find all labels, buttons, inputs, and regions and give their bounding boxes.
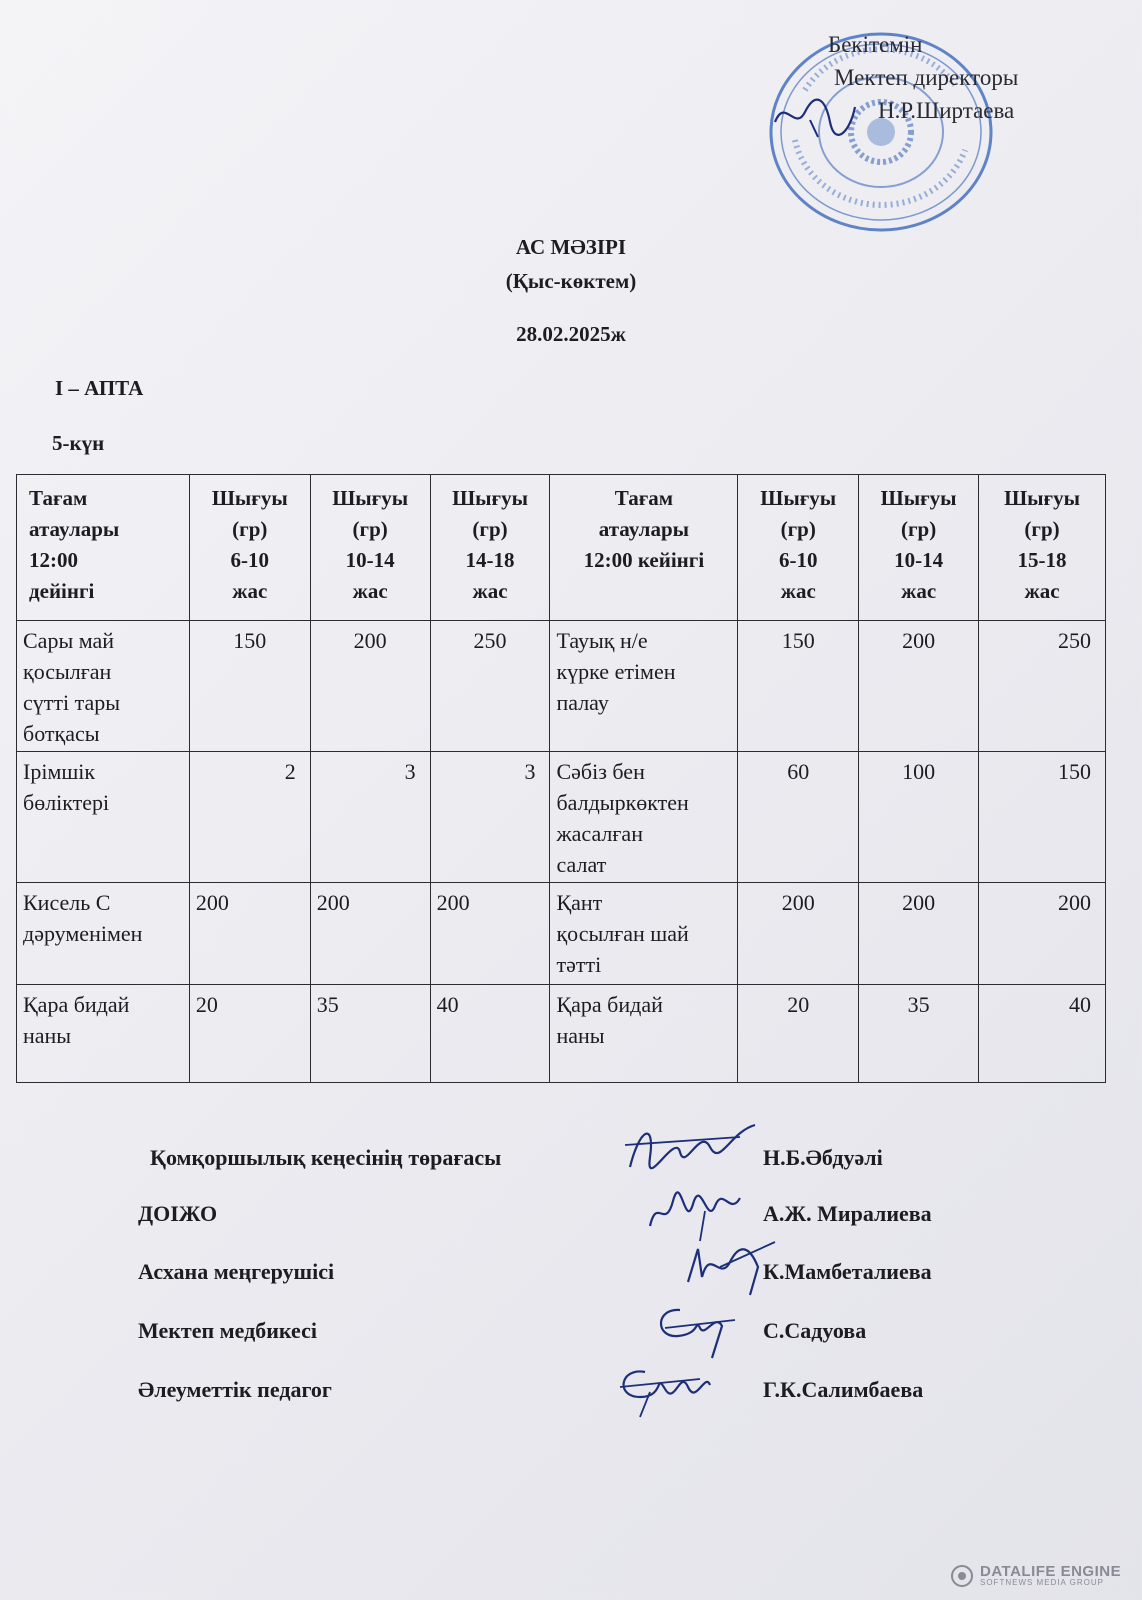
header-yield-14-18: Шығуы (гр) 14-18 жас xyxy=(430,475,550,621)
header-yield-6-10-pm: Шығуы (гр) 6-10 жас xyxy=(738,475,859,621)
handwritten-signature xyxy=(620,1117,760,1179)
director-signature-mark xyxy=(770,92,860,142)
yield-cell: 150 xyxy=(979,752,1106,883)
signature-role: ДОІЖО xyxy=(138,1201,218,1226)
table-header-row xyxy=(17,475,1106,621)
header-yield-15-18-pm: Шығуы (гр) 15-18 жас xyxy=(979,475,1106,621)
yield-cell: 2 xyxy=(189,752,310,883)
yield-cell: 20 xyxy=(738,985,859,1083)
table-row xyxy=(17,985,1106,1083)
yield-cell: 250 xyxy=(430,621,550,752)
yield-cell: 100 xyxy=(859,752,979,883)
dish-name: Сары май қосылған сүтті тары ботқасы xyxy=(17,621,190,752)
table-row xyxy=(17,621,1106,752)
dish-name: Сәбіз бен балдыркөктен жасалған салат xyxy=(550,752,738,883)
approval-line-2: Мектеп директоры xyxy=(834,65,1019,90)
approval-line-1: Бекітемін xyxy=(828,32,923,57)
handwritten-signature xyxy=(650,1298,750,1362)
yield-cell: 200 xyxy=(738,883,859,985)
dish-name: Тауық н/е күрке етімен палау xyxy=(550,621,738,752)
menu-table xyxy=(16,474,1106,1083)
dish-name: Кисель С дәруменімен xyxy=(17,883,190,985)
signatory-name: К.Мамбеталиева xyxy=(763,1259,932,1284)
yield-cell: 150 xyxy=(189,621,310,752)
director-name: Н.Р.Ширтаева xyxy=(878,98,1015,123)
yield-cell: 200 xyxy=(859,883,979,985)
yield-cell: 200 xyxy=(310,883,430,985)
yield-cell: 200 xyxy=(189,883,310,985)
signatory-name: Г.К.Салимбаева xyxy=(763,1377,924,1402)
signature-role: Асхана меңгерушісі xyxy=(138,1259,335,1284)
day-label: 5-күн xyxy=(52,431,105,455)
yield-cell: 40 xyxy=(430,985,550,1083)
yield-cell: 35 xyxy=(859,985,979,1083)
yield-cell: 3 xyxy=(310,752,430,883)
signatory-name: Н.Б.Әбдуәлі xyxy=(763,1145,883,1170)
table-row xyxy=(17,883,1106,985)
signatory-name: А.Ж. Миралиева xyxy=(763,1201,932,1226)
yield-cell: 35 xyxy=(310,985,430,1083)
menu-date: 28.02.2025ж xyxy=(516,322,626,346)
dish-name: Қара бидай наны xyxy=(550,985,738,1083)
yield-cell: 200 xyxy=(430,883,550,985)
yield-cell: 200 xyxy=(310,621,430,752)
header-yield-10-14-pm: Шығуы (гр) 10-14 жас xyxy=(859,475,979,621)
signature-role: Мектеп медбикесі xyxy=(138,1318,317,1343)
watermark-main: DATALIFE ENGINE xyxy=(980,1563,1122,1580)
handwritten-signature xyxy=(610,1357,720,1421)
yield-cell: 60 xyxy=(738,752,859,883)
week-label: I – АПТА xyxy=(55,376,144,400)
page-subtitle: (Қыс-көктем) xyxy=(505,269,637,293)
signature-row xyxy=(0,1145,1142,1195)
yield-cell: 20 xyxy=(189,985,310,1083)
signature-row xyxy=(0,1318,1142,1368)
handwritten-signature xyxy=(645,1186,745,1244)
yield-cell: 150 xyxy=(738,621,859,752)
header-dish-after-noon: Тағам атаулары 12:00 кейінгі xyxy=(550,475,738,621)
header-yield-6-10: Шығуы (гр) 6-10 жас xyxy=(189,475,310,621)
signature-row xyxy=(0,1259,1142,1309)
yield-cell: 200 xyxy=(979,883,1106,985)
yield-cell: 250 xyxy=(979,621,1106,752)
header-yield-10-14: Шығуы (гр) 10-14 жас xyxy=(310,475,430,621)
watermark-sub: SOFTNEWS MEDIA GROUP xyxy=(980,1578,1105,1587)
signature-role: Қомқоршылық кеңесінің төрағасы xyxy=(150,1145,502,1170)
signatory-name: С.Садуова xyxy=(763,1318,867,1343)
page-title: АС МӘЗІРІ xyxy=(515,235,627,259)
yield-cell: 40 xyxy=(979,985,1106,1083)
yield-cell: 3 xyxy=(430,752,550,883)
yield-cell: 200 xyxy=(859,621,979,752)
signature-role: Әлеуметтік педагог xyxy=(138,1377,332,1402)
signature-row xyxy=(0,1377,1142,1427)
dish-name: Ірімшік бөліктері xyxy=(17,752,190,883)
dish-name: Қара бидай наны xyxy=(17,985,190,1083)
signature-row xyxy=(0,1201,1142,1251)
datalife-logo-icon xyxy=(950,1564,974,1588)
dish-name: Қант қосылған шай тәтті xyxy=(550,883,738,985)
header-dish-before-noon: Тағам атаулары 12:00 дейінгі xyxy=(17,475,190,621)
table-row xyxy=(17,752,1106,883)
